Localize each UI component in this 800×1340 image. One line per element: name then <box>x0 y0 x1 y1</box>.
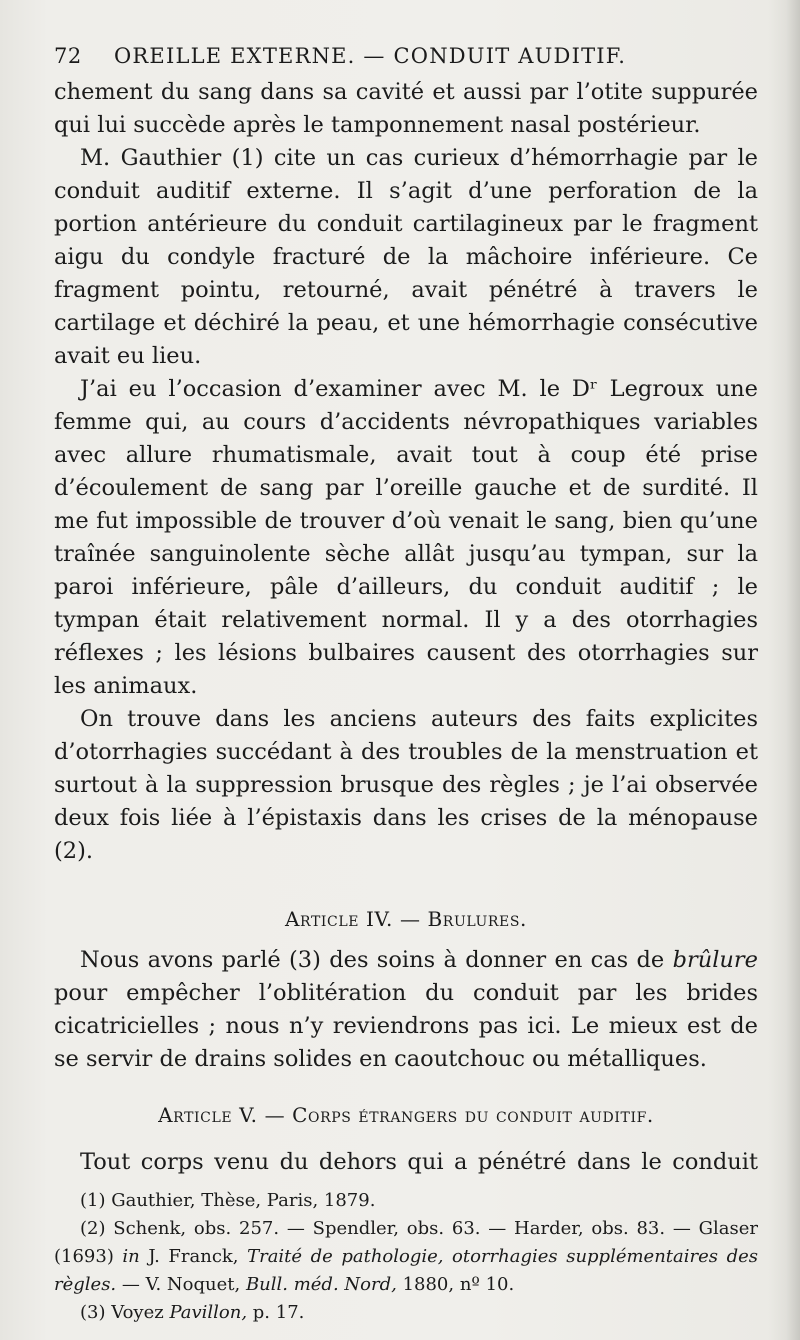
brulures-text-end: pour empêcher l’oblitération du conduit par les brides cicatricielles ; nous n’y reviendrons pas ici. Le mieux est de se servir de drains solides en caoutchouc ou métalliques. <box>54 980 758 1072</box>
footnote-1: (1) Gauthier, Thèse, Paris, 1879. <box>80 1190 376 1211</box>
section-heading-article-v: Article V. — Corps étrangers du conduit auditif. <box>158 1103 654 1127</box>
page-edge-shadow <box>786 0 800 1340</box>
running-head-title: OREILLE EXTERNE. — CONDUIT AUDITIF. <box>114 44 627 68</box>
footnote-3-part-b: p. 17. <box>247 1302 305 1323</box>
paragraph-legroux-case: J’ai eu l’occasion d’examiner avec M. le Dʳ Legroux une femme qui, au cours d’accidents névropathiques variables avec allure rhumatismale, avait tout à coup été prise d’écoulement de sang par l’oreille gauche et de surdité. Il me fut impossible de trouver d’où venait le sang, bien qu’une traînée sanguinolente sèche allât jusqu’au tympan, sur la paroi inférieure, pâle d’ailleurs, du conduit auditif ; le tympan était relativement normal. Il y a des otorrhagies réflexes ; les lésions bulbaires causent des otorrhagies sur les animaux. <box>54 376 758 699</box>
running-head <box>54 36 758 76</box>
section-heading-article-iv: Article IV. — Brulures. <box>285 907 527 931</box>
footnote-2-part-d: 1880, nº 10. <box>396 1274 515 1295</box>
brulures-text-start: Nous avons parlé (3) des soins à donner en cas de <box>80 947 673 973</box>
footnote-2-part-a: (2) Schenk, obs. 257. — Spendler, obs. 63. — Harder, obs. 83. — Glaser (1693) <box>54 1218 758 1267</box>
footnote-2-part-b: J. Franck, <box>139 1246 248 1267</box>
footnote-3-pavillon: Pavillon, <box>169 1302 248 1323</box>
footnote-3-part-a: (3) Voyez <box>80 1302 170 1323</box>
paragraph-continuation: chement du sang dans sa cavité et aussi par l’otite suppurée qui lui succède après le tamponnement nasal postérieur. <box>54 79 758 138</box>
footnotes <box>54 1187 758 1327</box>
footnote-3 <box>54 1299 758 1327</box>
paragraph-brulures <box>54 944 758 1076</box>
paragraph-menstruation: On trouve dans les anciens auteurs des faits explicites d’otorrhagies succédant à des troubles de la menstruation et surtout à la suppression brusque des règles ; je l’ai observée deux fois liée à l’épistaxis dans les crises de la ménopause (2). <box>54 706 758 864</box>
footnote-2 <box>54 1215 758 1299</box>
footnote-2-in: in <box>122 1246 140 1267</box>
paragraph-gauthier-case: M. Gauthier (1) cite un cas curieux d’hémorrhagie par le conduit auditif externe. Il s’agit d’une perforation de la portion antérieure du conduit cartilagineux par le fragment aigu du condyle fracturé de la mâchoire inférieure. Ce fragment pointu, retourné, avait pénétré à travers le cartilage et déchiré la peau, et une hémorrhagie consécutive avait eu lieu. <box>54 145 758 369</box>
footnote-2-title: Traité de pathologie, otorrhagies supplémentaires des règles. <box>54 1246 758 1295</box>
footnote-2-journal: Bull. méd. Nord, <box>245 1274 397 1295</box>
page-number: 72 <box>54 44 82 68</box>
brulure-term: brûlure <box>672 947 758 973</box>
footnote-2-part-c: — V. Noquet, <box>116 1274 246 1295</box>
paragraph-corps-etrangers: Tout corps venu du dehors qui a pénétré dans le conduit <box>80 1149 758 1175</box>
page-content <box>54 36 758 1327</box>
